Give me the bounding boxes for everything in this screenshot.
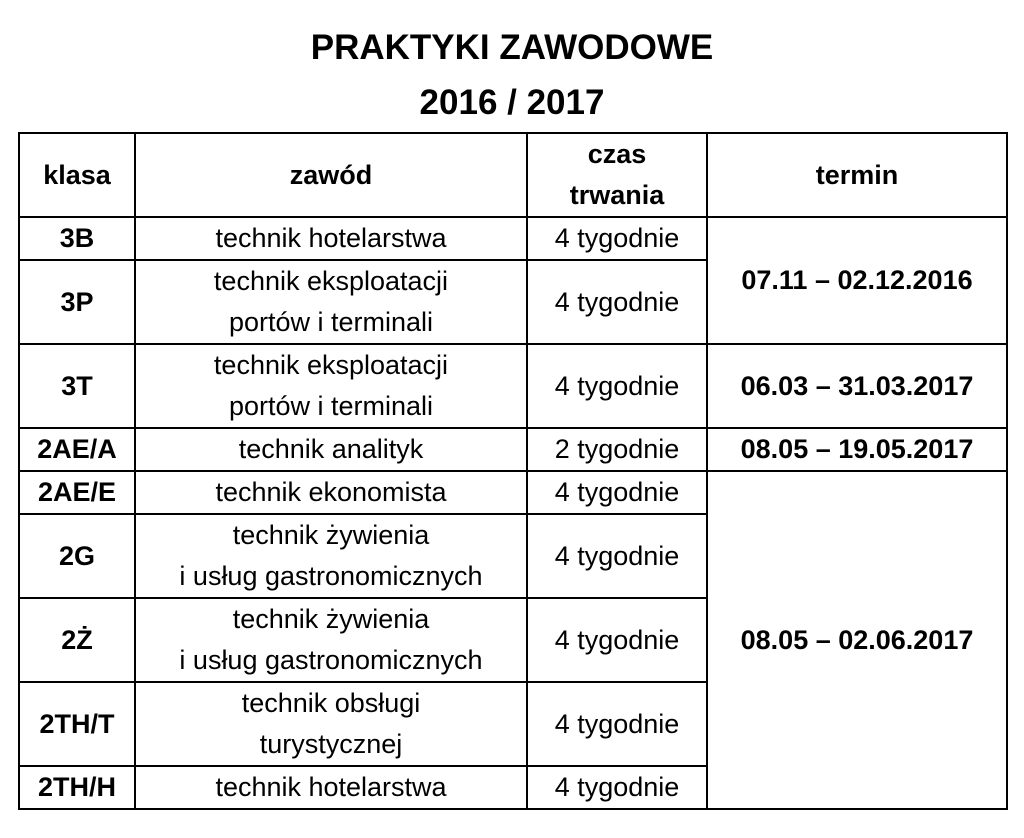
cell-termin: 06.03 – 31.03.2017 (707, 344, 1007, 428)
cell-klasa: 2TH/T (19, 682, 135, 766)
cell-czas: 4 tygodnie (527, 598, 707, 682)
header-czas-line1: czas (587, 139, 647, 169)
zawod-line: turystycznej (259, 729, 403, 759)
zawod-line: technik ekonomista (215, 477, 447, 507)
cell-zawod (135, 682, 527, 766)
table-row (19, 428, 1007, 471)
zawod-line: i usług gastronomicznych (179, 645, 483, 675)
zawod-line: technik eksploatacji (213, 266, 449, 296)
cell-czas: 4 tygodnie (527, 514, 707, 598)
zawod-line: technik żywienia (232, 604, 430, 634)
header-czas (527, 133, 707, 217)
header-czas-line2: trwania (569, 180, 665, 210)
schedule-table (18, 132, 1008, 810)
zawod-line: portów i terminali (228, 307, 434, 337)
cell-termin: 08.05 – 02.06.2017 (707, 471, 1007, 809)
cell-zawod (135, 344, 527, 428)
cell-czas: 4 tygodnie (527, 471, 707, 514)
table-row (19, 344, 1007, 428)
table-row (19, 471, 1007, 514)
zawod-line: portów i terminali (228, 391, 434, 421)
cell-zawod (135, 217, 527, 260)
cell-zawod (135, 260, 527, 344)
zawod-line: technik żywienia (232, 520, 430, 550)
cell-klasa: 2G (19, 514, 135, 598)
header-termin: termin (707, 133, 1007, 217)
cell-klasa: 2Ż (19, 598, 135, 682)
cell-zawod (135, 471, 527, 514)
zawod-line: technik eksploatacji (213, 350, 449, 380)
cell-czas: 4 tygodnie (527, 344, 707, 428)
cell-zawod (135, 766, 527, 809)
cell-klasa: 2AE/E (19, 471, 135, 514)
cell-zawod (135, 428, 527, 471)
cell-klasa: 3B (19, 217, 135, 260)
cell-czas: 4 tygodnie (527, 766, 707, 809)
table-row (19, 217, 1007, 260)
cell-czas: 4 tygodnie (527, 217, 707, 260)
zawod-line: i usług gastronomicznych (179, 561, 483, 591)
zawod-line: technik hotelarstwa (215, 223, 447, 253)
cell-termin: 08.05 – 19.05.2017 (707, 428, 1007, 471)
cell-klasa: 2AE/A (19, 428, 135, 471)
zawod-line: technik hotelarstwa (215, 772, 447, 802)
page-subtitle: 2016 / 2017 (419, 83, 605, 122)
cell-zawod (135, 514, 527, 598)
zawod-line: technik obsługi (241, 688, 421, 718)
cell-zawod (135, 598, 527, 682)
header-row (19, 133, 1007, 217)
cell-klasa: 3P (19, 260, 135, 344)
cell-klasa: 3T (19, 344, 135, 428)
header-zawod: zawód (135, 133, 527, 217)
cell-czas: 4 tygodnie (527, 682, 707, 766)
zawod-line: technik analityk (238, 434, 424, 464)
cell-klasa: 2TH/H (19, 766, 135, 809)
cell-termin: 07.11 – 02.12.2016 (707, 217, 1007, 344)
cell-czas: 4 tygodnie (527, 260, 707, 344)
page-title: PRAKTYKI ZAWODOWE (310, 28, 714, 67)
header-klasa: klasa (19, 133, 135, 217)
cell-czas: 2 tygodnie (527, 428, 707, 471)
